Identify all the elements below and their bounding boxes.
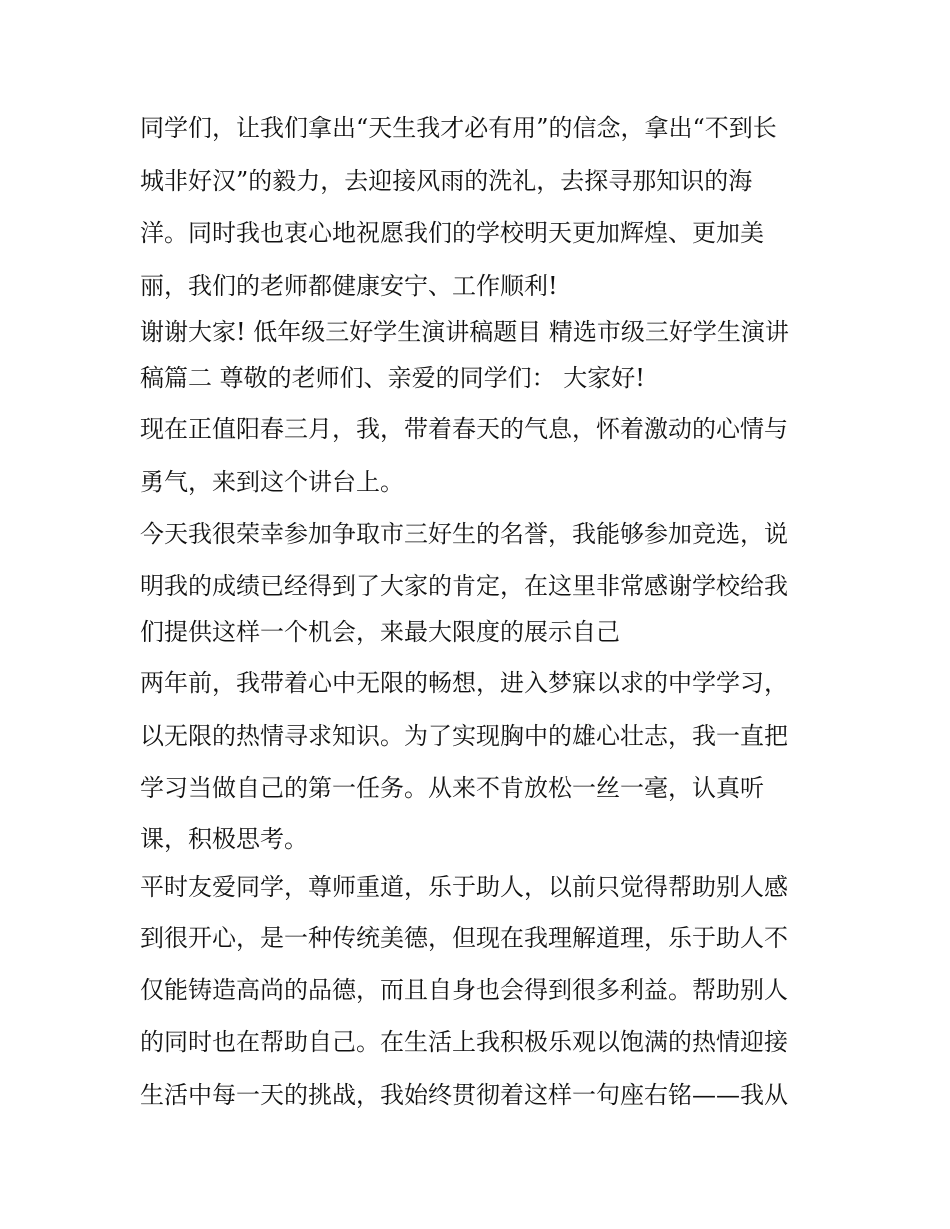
text-line: 到很开心，是一种传统美德，但现在我理解道理，乐于助人不 (140, 924, 788, 952)
text-line: 现在正值阳春三月，我，带着春天的气息，怀着激动的心情与 (140, 415, 788, 443)
text-line: 学习当做自己的第一任务。从来不肯放松一丝一毫，认真听 (140, 774, 764, 802)
text-line: 仅能铸造高尚的品德，而且自身也会得到很多利益。帮助别人 (140, 976, 788, 1004)
text-line: 生活中每一天的挑战，我始终贯彻着这样一句座右铭——我从 (140, 1081, 788, 1109)
text-line: 们提供这样一个机会，来最大限度的展示自己 (140, 618, 620, 646)
text-line: 谢谢大家! 低年级三好学生演讲稿题目 精选市级三好学生演讲 (140, 318, 789, 346)
text-line: 城非好汉”的毅力，去迎接风雨的洗礼，去探寻那知识的海 (140, 167, 753, 195)
text-line: 勇气，来到这个讲台上。 (140, 468, 404, 496)
text-line: 洋。同时我也衷心地祝愿我们的学校明天更加辉煌、更加美 (140, 219, 764, 247)
text-line: 稿篇二 尊敬的老师们、亲爱的同学们： 大家好! (140, 364, 645, 392)
text-line: 的同时也在帮助自己。在生活上我积极乐观以饱满的热情迎接 (140, 1028, 788, 1056)
text-line: 明我的成绩已经得到了大家的肯定，在这里非常感谢学校给我 (140, 572, 788, 600)
text-line: 平时友爱同学，尊师重道，乐于助人，以前只觉得帮助别人感 (140, 873, 788, 901)
text-line: 丽，我们的老师都健康安宁、工作顺利! (140, 272, 558, 300)
text-line: 两年前，我带着心中无限的畅想，进入梦寐以求的中学学习， (140, 669, 788, 697)
text-line: 以无限的热情寻求知识。为了实现胸中的雄心壮志，我一直把 (140, 722, 788, 750)
text-line: 今天我很荣幸参加争取市三好生的名誉，我能够参加竞选，说 (140, 520, 788, 548)
text-line: 课，积极思考。 (140, 825, 308, 853)
text-line: 同学们，让我们拿出“天生我才必有用”的信念，拿出“不到长 (140, 114, 777, 142)
